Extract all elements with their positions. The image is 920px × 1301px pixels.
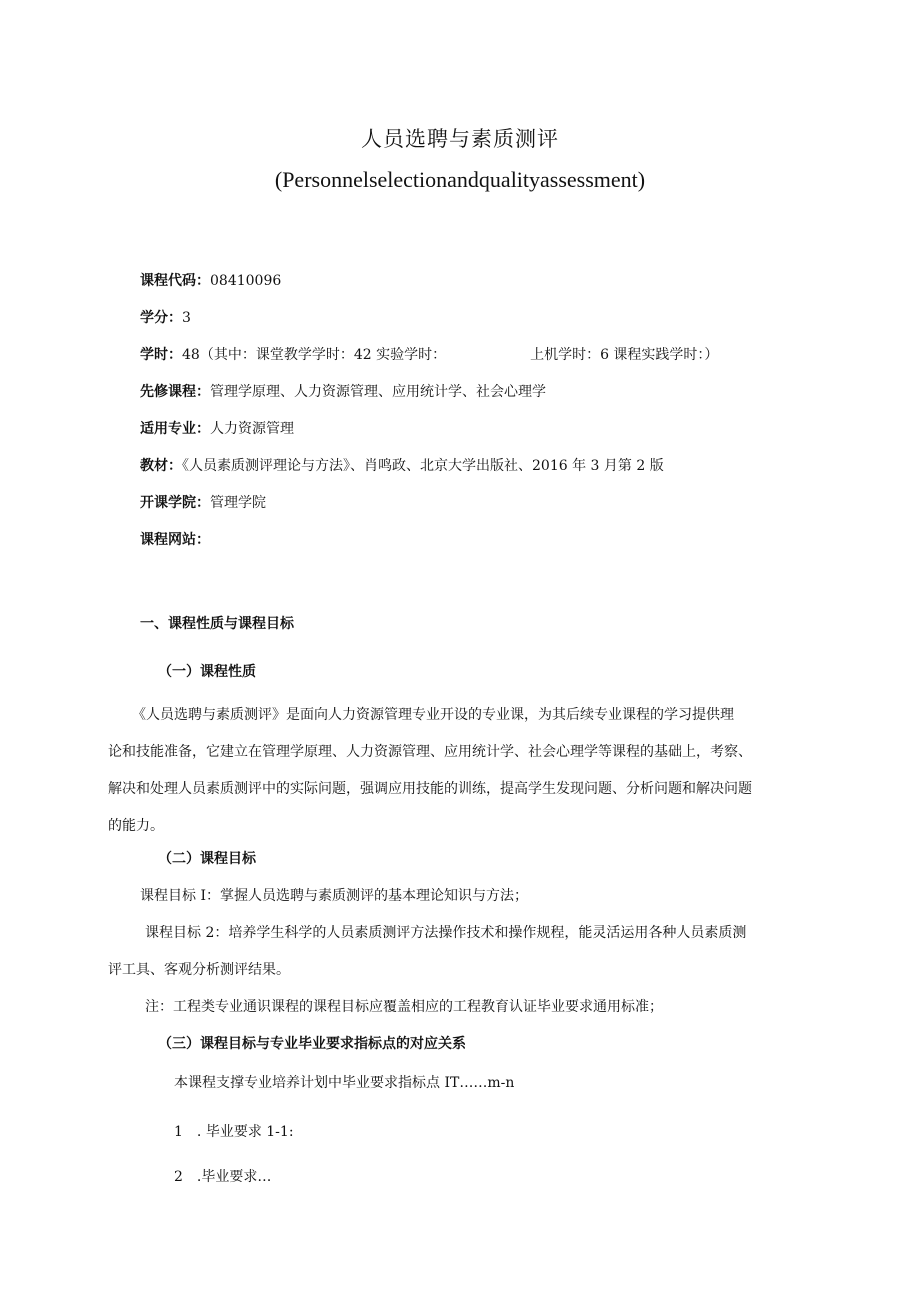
nature-paragraph	[108, 697, 820, 845]
hours-value-b: 上机学时：6 课程实践学时：）	[530, 347, 719, 363]
website-label: 课程网站：	[140, 532, 210, 548]
requirement-2-number: 2	[174, 1169, 183, 1185]
section-heading: 一、课程性质与课程目标	[140, 616, 294, 632]
note: 注：工程类专业通识课程的课程目标应覆盖相应的工程教育认证毕业要求通用标准；	[145, 999, 663, 1015]
nature-heading: （一）课程性质	[158, 664, 256, 680]
hours-row	[140, 345, 718, 365]
nature-line: 的能力。	[108, 818, 164, 834]
mapping-heading: （三）课程目标与专业毕业要求指标点的对应关系	[158, 1036, 466, 1052]
hours-value-a: 48（其中：课堂教学学时：42 实验学时：	[182, 347, 447, 363]
hours-label: 学时：	[140, 347, 182, 363]
document-title: 人员选聘与素质测评	[361, 127, 559, 151]
college-label: 开课学院：	[140, 495, 210, 511]
requirement-2	[174, 1166, 271, 1186]
college-value: 管理学院	[210, 495, 266, 511]
requirement-1-text: . 毕业要求 1-1:	[196, 1124, 294, 1140]
credit-value: 3	[182, 310, 191, 326]
credit-label: 学分：	[140, 310, 182, 326]
textbook-label: 教材：	[140, 458, 182, 474]
nature-line: 论和技能准备，它建立在管理学原理、人力资源管理、应用统计学、社会心理学等课程的基础上，考察、	[108, 744, 752, 760]
course-code-row	[140, 271, 281, 291]
course-code-label: 课程代码：	[140, 273, 210, 289]
document-subtitle: (Personnelselectionandqualityassessment)	[274, 167, 646, 192]
goals-heading: （二）课程目标	[158, 851, 256, 867]
website-row	[140, 530, 210, 550]
nature-line: 解决和处理人员素质测评中的实际问题，强调应用技能的训练，提高学生发现问题、分析问题和解决问题	[108, 781, 752, 797]
textbook-row	[140, 456, 664, 476]
prereq-label: 先修课程：	[140, 384, 210, 400]
credit-row	[140, 308, 191, 328]
major-value: 人力资源管理	[210, 421, 294, 437]
major-row	[140, 419, 294, 439]
requirement-1	[174, 1121, 294, 1141]
goal-2-line-2: 评工具、客观分析测评结果。	[108, 962, 290, 978]
goal-1: 课程目标 I：掌握人员选聘与素质测评的基本理论知识与方法；	[140, 888, 528, 904]
requirement-2-text: .毕业要求…	[196, 1169, 272, 1185]
college-row	[140, 493, 266, 513]
goal-2-line-1: 课程目标 2：培养学生科学的人员素质测评方法操作技术和操作规程，能灵活运用各种人员素质测	[145, 925, 747, 941]
textbook-value: 《人员素质测评理论与方法》、肖鸣政、北京大学出版社、2016 年 3 月第 2 版	[182, 458, 664, 474]
course-code-value: 08410096	[210, 273, 282, 289]
support-line: 本课程支撑专业培养计划中毕业要求指标点 IT……m-n	[174, 1075, 515, 1091]
prereq-row	[140, 382, 546, 402]
nature-line: 《人员选聘与素质测评》是面向人力资源管理专业开设的专业课，为其后续专业课程的学习提供理	[132, 707, 734, 723]
major-label: 适用专业：	[140, 421, 210, 437]
requirement-1-number: 1	[174, 1124, 183, 1140]
prereq-value: 管理学原理、人力资源管理、应用统计学、社会心理学	[210, 384, 546, 400]
